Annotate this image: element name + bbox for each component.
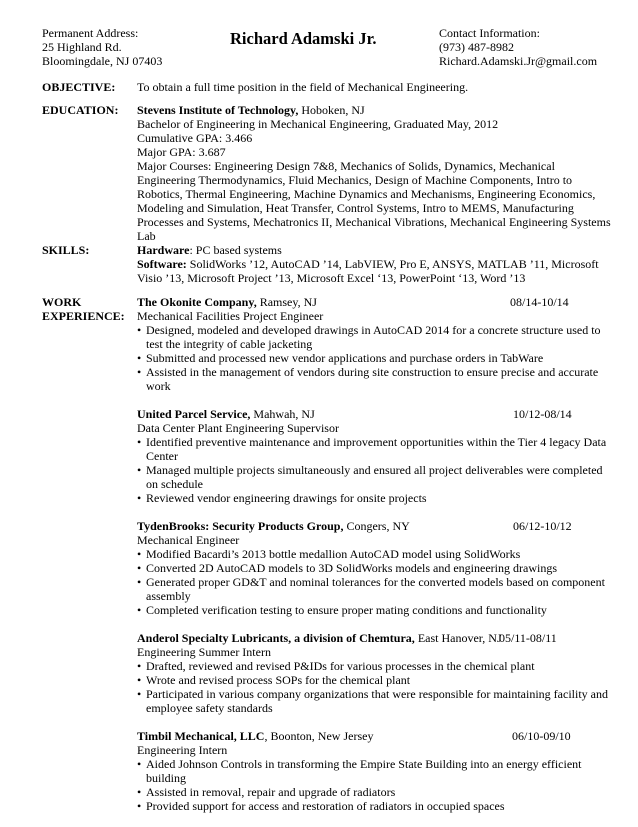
company-location: East Hanover, NJ [414, 631, 502, 645]
courses-line: Lab [137, 229, 156, 243]
job-title: Engineering Intern [137, 743, 228, 757]
software-label: Software: [137, 257, 187, 271]
bullet-item: • Reviewed vendor engineering drawings for onsite projects [137, 491, 597, 505]
school-name: Stevens Institute of Technology, [137, 103, 299, 117]
skills-body [137, 243, 597, 285]
bullet-item: • Drafted, reviewed and revised P&IDs for various processes in the chemical plant [137, 659, 597, 673]
email-address: Richard.Adamski.Jr@gmail.com [439, 54, 598, 68]
software-line-2: Visio ’13, Microsoft Project ’13, Microsoft Excel ‘13, PowerPoint ‘13, Word ’13 [137, 271, 526, 285]
job-header [137, 295, 597, 309]
degree: Bachelor of Engineering in Mechanical Engineering, Graduated May, 2012 [137, 117, 499, 131]
job-entry [137, 729, 597, 813]
company-location: Ramsey, NJ [256, 295, 317, 309]
bullet-item: • Submitted and processed new vendor applications and purchase orders in TabWare [137, 351, 597, 365]
job-entry [137, 631, 608, 715]
company-name: Timbil Mechanical, LLC [137, 729, 265, 743]
courses-line: Modeling and Simulation, Heat Transfer, Control Systems, Intro to MEMS, Manufacturing [137, 201, 574, 215]
job-bullets [137, 435, 607, 505]
bullet-item: • Participated in various company organizations that were responsible for maintaining facility and employee safety standards [137, 687, 597, 715]
bullet-item: • Assisted in the management of vendors during site construction to ensure precise and accurate work [137, 365, 597, 393]
job-title: Mechanical Engineer [137, 533, 240, 547]
bullet-item: • Wrote and revised process SOPs for the chemical plant [137, 673, 597, 687]
company-name: TydenBrooks: Security Products Group, [137, 519, 344, 533]
bullet-item: • Designed, modeled and developed drawings in AutoCAD 2014 for a concrete structure used to test the integrity of cable jacketing [137, 323, 597, 351]
job-dates: 10/12-08/14 [513, 407, 572, 421]
job-bullets [137, 323, 601, 393]
job-header [137, 631, 597, 645]
education-heading: EDUCATION: [42, 103, 119, 117]
bullet-item: • Aided Johnson Controls in transforming the Empire State Building into an energy efficient building [137, 757, 597, 785]
company-name: Anderol Specialty Lubricants, a division of Chemtura, [137, 631, 415, 645]
job-bullets [137, 757, 597, 813]
contact-information [439, 26, 609, 68]
job-entry [137, 407, 607, 505]
company-name: The Okonite Company, [137, 295, 257, 309]
bullet-item: • Modified Bacardi’s 2013 bottle medallion AutoCAD model using SolidWorks [137, 547, 597, 561]
objective-text: To obtain a full time position in the field of Mechanical Engineering. [137, 80, 469, 94]
bullet-item: • Identified preventive maintenance and improvement opportunities within the Tier 4 legacy Data Center [137, 435, 597, 463]
bullet-item: • Converted 2D AutoCAD models to 3D SolidWorks models and engineering drawings [137, 561, 597, 575]
contact-label: Contact Information: [439, 26, 540, 40]
work-experience-body [137, 295, 608, 827]
job-header [137, 519, 597, 533]
hardware-text: : PC based systems [189, 243, 282, 257]
job-header [137, 407, 597, 421]
company-location: , Boonton, New Jersey [264, 729, 374, 743]
software-text: SolidWorks ’12, AutoCAD ’14, LabVIEW, Pro E, ANSYS, MATLAB ’11, Microsoft [186, 257, 599, 271]
permanent-address [42, 26, 242, 68]
software-line [137, 257, 597, 271]
job-title: Data Center Plant Engineering Supervisor [137, 421, 339, 435]
phone-number: (973) 487-8982 [439, 40, 514, 54]
address-line-1: 25 Highland Rd. [42, 40, 122, 54]
job-bullets [137, 659, 608, 715]
major-courses [137, 159, 611, 243]
job-bullets [137, 547, 605, 617]
work-experience-heading: WORK EXPERIENCE: [42, 295, 125, 323]
job-entry [137, 519, 605, 617]
school-location: Hoboken, NJ [298, 103, 365, 117]
job-dates: 05/11-08/11 [499, 631, 557, 645]
job-entry [137, 295, 601, 393]
job-dates: 06/10-09/10 [512, 729, 571, 743]
company-location: Mahwah, NJ [250, 407, 315, 421]
hardware-label: Hardware [137, 243, 190, 257]
bullet-item: • Provided support for access and restoration of radiators in occupied spaces [137, 799, 597, 813]
job-dates: 08/14-10/14 [510, 295, 569, 309]
major-gpa: Major GPA: 3.687 [137, 145, 226, 159]
company-name: United Parcel Service, [137, 407, 251, 421]
candidate-name: Richard Adamski Jr. [230, 29, 377, 48]
courses-line: Engineering Thermodynamics, Fluid Mechanics, Design of Machine Components, Intro to [137, 173, 573, 187]
bullet-item: • Generated proper GD&T and nominal tolerances for the converted models based on component assembly [137, 575, 597, 603]
company-location: Congers, NY [343, 519, 410, 533]
courses-line: Processes and Systems, Mechatronics II, Mechanical Vibrations, Mechanical Engineering Systems [137, 215, 611, 229]
job-title: Mechanical Facilities Project Engineer [137, 309, 324, 323]
cumulative-gpa: Cumulative GPA: 3.466 [137, 131, 253, 145]
job-header [137, 729, 597, 743]
bullet-item: • Assisted in removal, repair and upgrade of radiators [137, 785, 597, 799]
address-line-2: Bloomingdale, NJ 07403 [42, 54, 163, 68]
address-label: Permanent Address: [42, 26, 139, 40]
bullet-item: • Managed multiple projects simultaneously and ensured all project deliverables were completed on schedule [137, 463, 597, 491]
education-body [137, 103, 611, 243]
hardware-line [137, 243, 597, 257]
job-title: Engineering Summer Intern [137, 645, 271, 659]
school-line [137, 103, 597, 117]
resume-header [42, 26, 598, 70]
objective-heading: OBJECTIVE: [42, 80, 116, 94]
courses-line: Major Courses: Engineering Design 7&8, Mechanics of Solids, Dynamics, Mechanical [137, 159, 555, 173]
courses-line: Robotics, Thermal Engineering, Machine Dynamics and Mechanisms, Engineering Economics, [137, 187, 596, 201]
skills-heading: SKILLS: [42, 243, 90, 257]
job-dates: 06/12-10/12 [513, 519, 572, 533]
bullet-item: • Completed verification testing to ensure proper mating conditions and functionality [137, 603, 597, 617]
